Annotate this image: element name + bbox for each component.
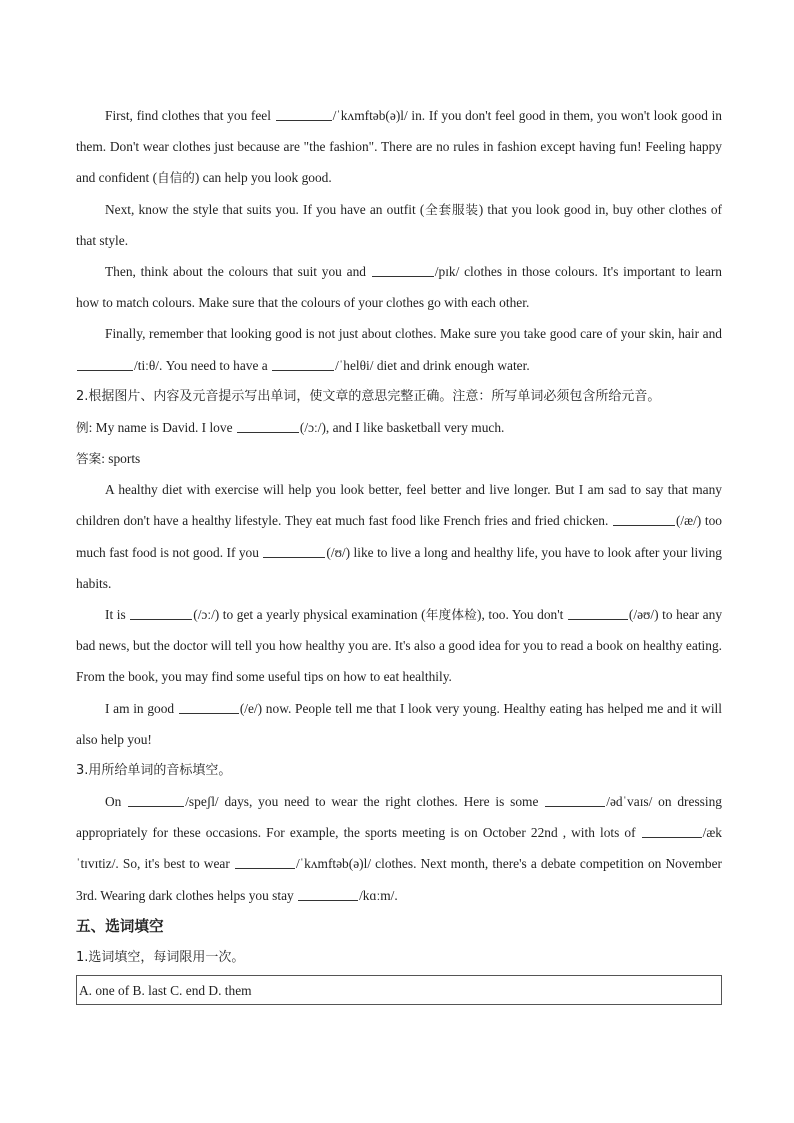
q2-paragraph-3 [76,693,722,755]
answer-label: 答案 [76,451,102,467]
q1-paragraph-4 [76,318,722,380]
text: /ækˈtɪvɪtiz/. So, it's best to wear [76,825,722,872]
q2-answer [76,443,722,474]
text: (/e/) now. People tell me that I look very young. Healthy eating has helped me and it will also help you! [76,700,722,747]
answer-blank[interactable] [235,855,295,869]
text: Next, know the style that suits you. If you have an outfit ( [105,201,425,217]
example-label: 例 [76,419,89,435]
text: ) can help you look good. [194,170,332,186]
answer-blank[interactable] [276,107,332,121]
text: It is [105,607,126,623]
q1-paragraph-1 [76,100,722,194]
chinese-gloss: 年度体检 [425,607,477,623]
text: I am in good [105,700,175,716]
text: (/ʊ/) like to live a long and healthy life, you have to look after your living habits. [76,544,722,591]
text: /ˈhelθi/ diet and drink enough water. [335,357,530,373]
text: /ˈkʌmftəb(ə)l/ clothes. Next month, there's a debate competition on November 3rd. Wearing dark clothes helps you stay [76,856,722,903]
text: /ədˈvaɪs/ on dressing appropriately for these occasions. For example, the sports meeting is on October 22nd , with lots of [76,794,722,841]
answer-blank[interactable] [298,887,358,901]
q1-paragraph-3 [76,256,722,318]
text: First, find clothes that you feel [105,108,271,123]
text: /ˈkʌmftəb(ə)l/ in. If you don't feel good in them, you won't look good in them. Don't wear clothes just because are "the fashion". There are no rules in fashion except having fun! Feeling happy and confident ( [76,108,722,186]
text: /kɑːm/. [359,887,398,903]
answer-blank[interactable] [130,606,192,620]
worksheet-page [76,100,722,1005]
text: /tiːθ/. You need to have a [134,357,268,373]
chinese-gloss: 自信的 [157,170,195,186]
text: (/ɔː/), and I like basketball very much. [299,419,505,435]
answer-blank[interactable] [642,824,702,838]
word-options-box: A. one of B. last C. end D. them [76,975,722,1005]
answer-blank[interactable] [237,419,299,433]
text: (/æ/) too much fast food is not good. If you [76,513,722,560]
answer-blank[interactable] [77,357,133,371]
answer-blank[interactable] [372,263,434,277]
text: Then, think about the colours that suit you and [105,264,366,280]
q3-title: 3.用所给单词的音标填空。 [76,763,232,779]
q3-paragraph-1 [76,786,722,911]
text: On [105,794,122,810]
q2-example [76,412,722,443]
text: /pɪk/ clothes in those colours. It's important to learn how to match colours. Make sure that the colours of your clothes go with each other. [76,264,722,311]
answer-blank[interactable] [613,512,675,526]
answer-blank[interactable] [568,606,628,620]
text: : My name is David. I love [88,419,233,435]
q2-title: 2.根据图片、内容及元音提示写出单词，使文章的意思完整正确。注意：所写单词必须包含所给元音。 [76,388,661,404]
q1-paragraph-2 [76,194,722,256]
answer-blank[interactable] [263,544,325,558]
text: (/əʊ/) to hear any bad news, but the doctor will tell you how healthy you are. It's also a good idea for you to read a book on healthy eating. From the book, you may find some useful tips on how to eat healthily. [76,607,723,685]
q2-paragraph-2 [76,599,722,693]
chinese-gloss: 全套服装 [424,201,479,217]
answer-blank[interactable] [128,793,184,807]
text: (/ɔː/) to get a yearly physical examination ( [193,607,426,623]
answer-blank[interactable] [179,700,239,714]
text: : sports [101,451,141,467]
answer-blank[interactable] [272,357,334,371]
q2-paragraph-1 [76,474,722,599]
section-5-q1-title: 1.选词填空，每词限用一次。 [76,949,245,965]
answer-blank[interactable] [545,793,605,807]
text: A healthy diet with exercise will help you look better, feel better and live longer. But I am sad to say that many children don't have a healthy lifestyle. They eat much fast food like French fries and fried chicken. [76,482,722,529]
text: /speʃl/ days, you need to wear the right clothes. Here is some [185,794,539,810]
text: Finally, remember that looking good is not just about clothes. Make sure you take good care of your skin, hair and [105,326,722,342]
section-5-heading: 五、选词填空 [76,917,164,935]
text: ), too. You don't [476,607,564,623]
text: ) that you look good in, buy other clothes of that style. [76,201,722,248]
